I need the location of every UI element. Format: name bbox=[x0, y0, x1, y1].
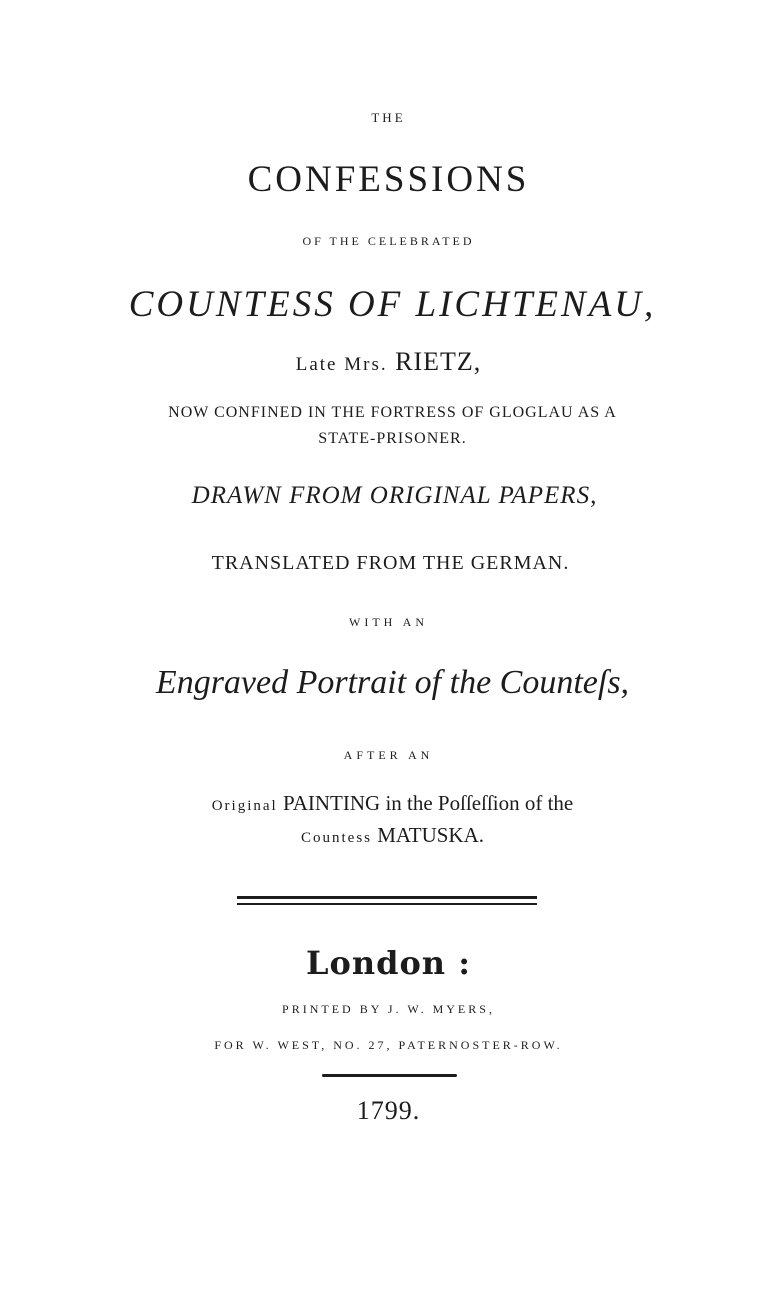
late-prefix: Late Mrs. bbox=[295, 354, 388, 375]
short-rule-divider bbox=[322, 1074, 457, 1077]
original-rest: PAINTING in the Poſſeſſion of the bbox=[277, 791, 574, 815]
double-rule-divider bbox=[237, 896, 537, 905]
publication-year: 1799. bbox=[356, 1096, 421, 1125]
original-prefix: Original bbox=[211, 798, 278, 814]
drawn-from-line: DRAWN FROM ORIGINAL PAPERS, bbox=[191, 482, 598, 509]
book-title: CONFESSIONS bbox=[247, 159, 530, 200]
confined-line-1: NOW CONFINED IN THE FORTRESS OF GLOGLAU AS A bbox=[168, 404, 617, 421]
with-an: WITH AN bbox=[349, 615, 428, 629]
engraved-portrait-line: Engraved Portrait of the Counteſs, bbox=[155, 664, 630, 701]
countess2-name: MATUSKA. bbox=[372, 823, 485, 847]
countess2-prefix: Countess bbox=[300, 830, 372, 846]
confined-line-2: STATE-PRISONER. bbox=[318, 430, 467, 447]
of-the-celebrated: OF THE CELEBRATED bbox=[302, 234, 475, 248]
after-an: AFTER AN bbox=[343, 748, 434, 762]
printed-by-line: PRINTED BY J. W. MYERS, bbox=[282, 1002, 495, 1016]
translated-line: TRANSLATED FROM THE GERMAN. bbox=[211, 552, 570, 574]
the-heading: THE bbox=[371, 110, 406, 125]
publisher-address-line: FOR W. WEST, NO. 27, PATERNOSTER-ROW. bbox=[214, 1038, 563, 1052]
imprint-london: London : bbox=[305, 944, 472, 982]
countess-line: COUNTESS OF LICHTENAU, bbox=[128, 284, 657, 325]
late-name: RIETZ, bbox=[387, 347, 482, 376]
late-mrs-line bbox=[0, 347, 777, 377]
original-painting-line bbox=[4, 791, 777, 816]
countess-matuska-line bbox=[4, 823, 777, 848]
